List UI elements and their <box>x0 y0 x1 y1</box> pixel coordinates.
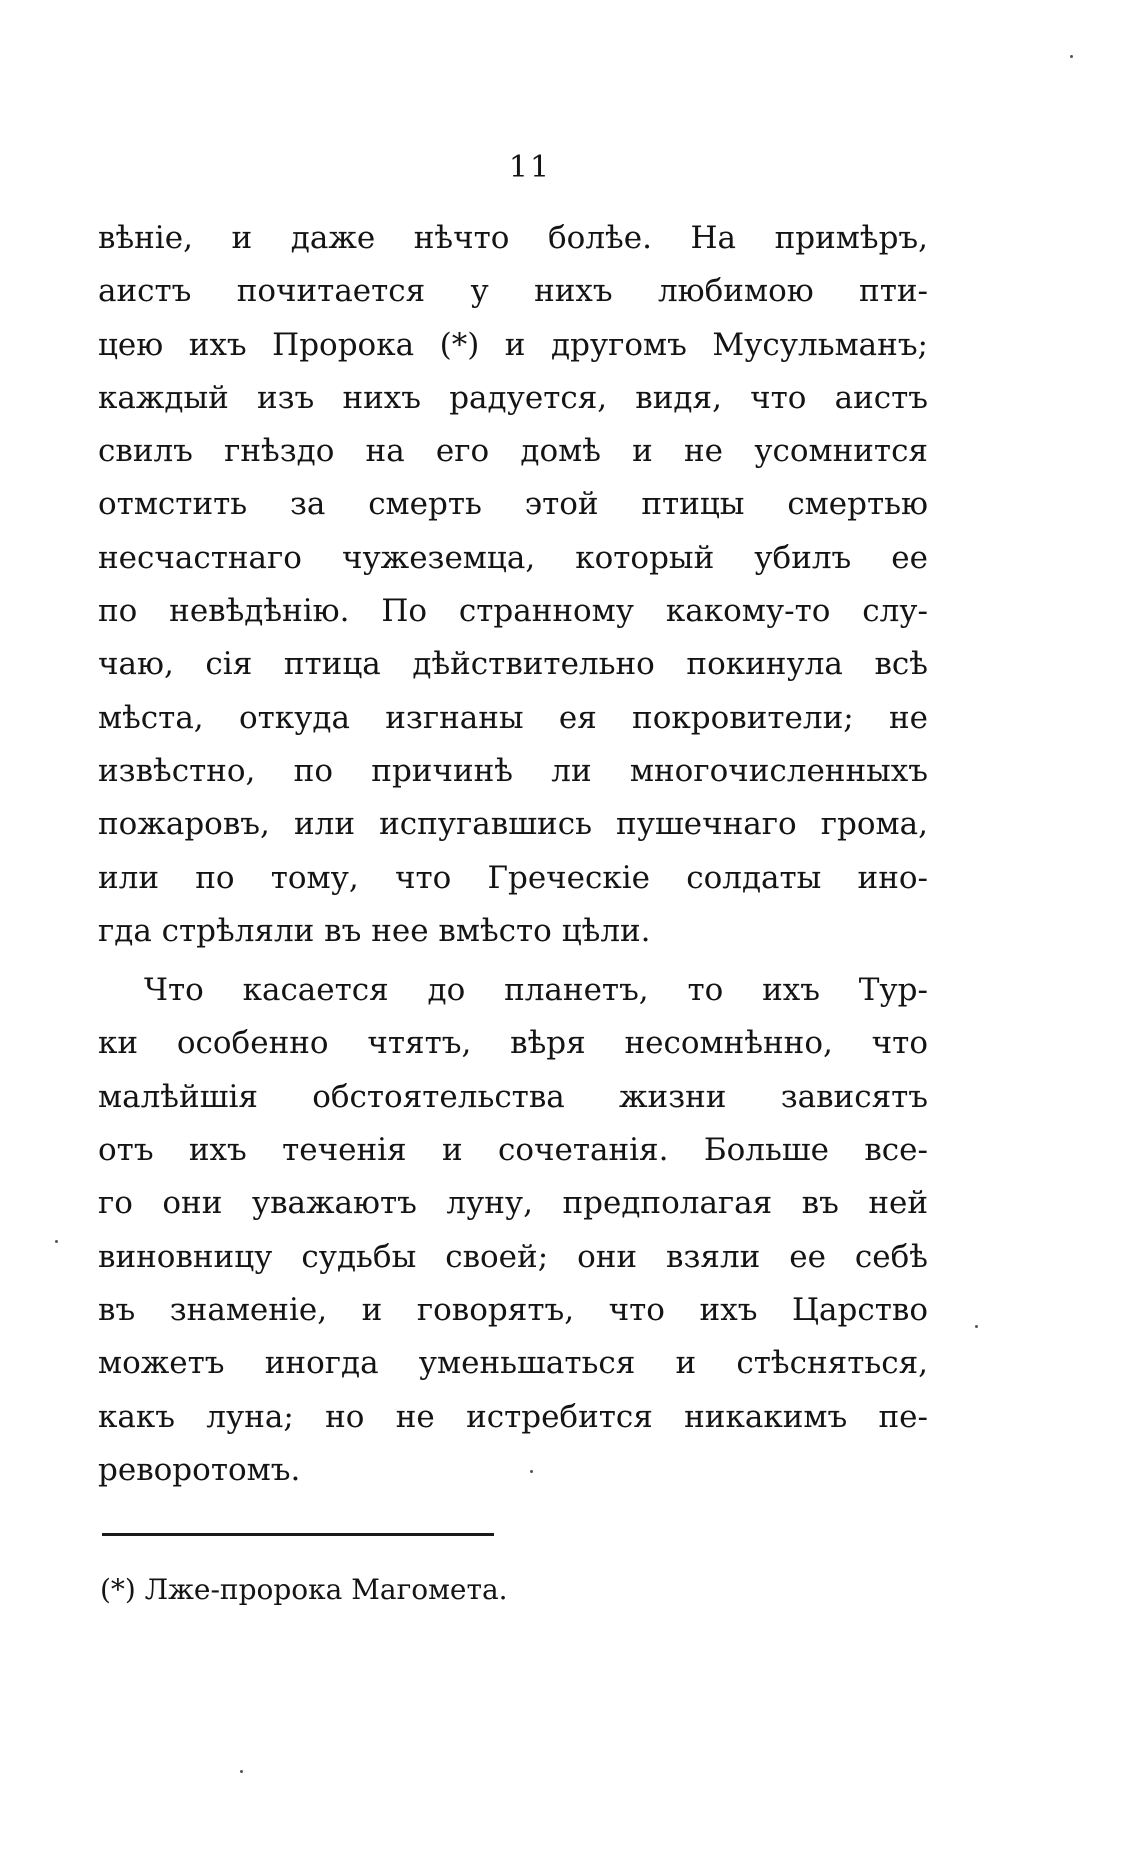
paper-speck <box>975 1325 978 1328</box>
paper-speck <box>55 1240 58 1243</box>
text-line: несчастнаго чужеземца, который убилъ ее <box>98 539 928 576</box>
text-line: мѣста, откуда изгнаны ея покровители; не <box>98 699 928 736</box>
paragraph-2 <box>98 964 928 1497</box>
text-line: цею ихъ Пророка (*) и другомъ Мусульманъ; <box>98 326 928 363</box>
paragraph-1 <box>98 212 928 958</box>
text-line: малѣйшія обстоятельства жизни зависятъ <box>98 1078 928 1115</box>
text-line: пожаровъ, или испугавшись пушечнаго грома, <box>98 806 928 843</box>
page-number: 11 <box>508 150 552 185</box>
text-line: какъ луна; но не истребится никакимъ пе- <box>98 1398 928 1435</box>
footnote: (*) Лже-пророка Магомета. <box>100 1573 508 1606</box>
text-line: ки особенно чтятъ, вѣря несомнѣнно, что <box>98 1025 928 1062</box>
text-line: го они уважаютъ луну, предполагая въ ней <box>98 1185 928 1222</box>
text-line: свилъ гнѣздо на его домѣ и не усомнится <box>98 433 928 470</box>
text-line: гда стрѣляли въ нее вмѣсто цѣли. <box>98 912 651 949</box>
text-line: Что касается до планетъ, то ихъ Тур- <box>144 972 928 1009</box>
text-line: реворотомъ. <box>98 1451 301 1488</box>
paper-speck <box>530 1470 533 1473</box>
paper-speck <box>240 1770 243 1773</box>
text-line: каждый изъ нихъ радуется, видя, что аистъ <box>98 379 928 416</box>
text-line: отмстить за смерть этой птицы смертью <box>98 486 928 523</box>
body-text <box>98 212 928 1497</box>
text-line: по невѣдѣнію. По странному какому-то слу- <box>98 593 928 630</box>
text-line: вѣніе, и даже нѣчто болѣе. На примѣръ, <box>98 220 928 256</box>
text-line: въ знаменіе, и говорятъ, что ихъ Царство <box>98 1291 928 1328</box>
paper-speck <box>1070 55 1073 58</box>
text-line: отъ ихъ теченія и сочетанія. Больше все- <box>98 1132 928 1169</box>
footnote-rule <box>102 1533 494 1536</box>
text-line: аистъ почитается у нихъ любимою пти- <box>98 273 928 310</box>
text-line: можетъ иногда уменьшаться и стѣсняться, <box>98 1345 928 1382</box>
text-line: виновницу судьбы своей; они взяли ее себѣ <box>98 1238 928 1275</box>
text-line: извѣстно, по причинѣ ли многочисленныхъ <box>98 752 928 789</box>
text-line: или по тому, что Греческіе солдаты ино- <box>98 859 928 896</box>
text-line: чаю, сія птица дѣйствительно покинула всѣ <box>98 646 928 683</box>
